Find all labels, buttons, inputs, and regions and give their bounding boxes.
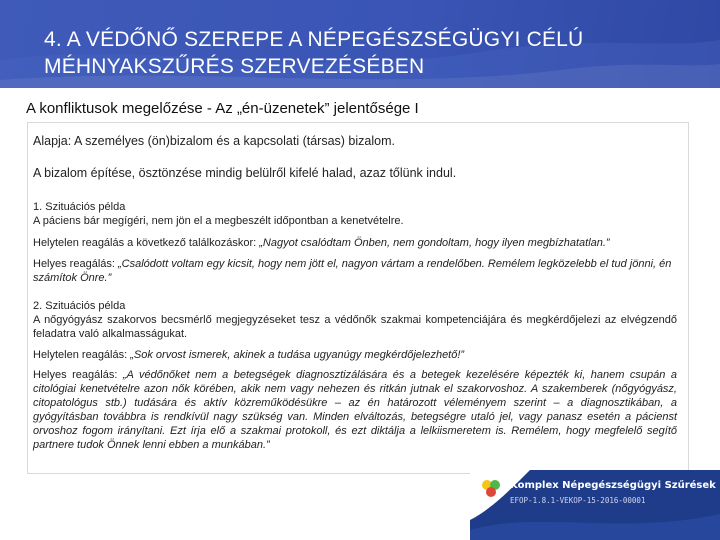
- case1-right-quote: „Csalódott voltam egy kicsit, hogy nem jött el, nagyon vártam a rendelőben. Remélem legközelebb el tud jönni, én számítok Önre.”: [33, 258, 672, 284]
- case2-right-quote: „A védőnőket nem a betegségek diagnosztizálására és a betegek kezelésére képezték ki, hanem csupán a citológiai kenetvételre azon nők körében, akik nem vagy nehezen és ritkán jutnak el szakorvoshoz. A szakemberek (nőgyógyász, citopatológus stb.) tudására és aktív közreműködésükre – az én határozott véleményem szerint – a diagnosztikában, a gyógyításban továbbra is rendkívül nagy szükség van. Minden elváltozás, betegségre utaló jel, vagy panasz esetén a pácienst orvoshoz fogom irányítani. Ezt írja elő a szakmai protokoll, és ezt diktálja a lelkiismeretem is. Remélem, hogy megfelelő segítő partnere tudok Önnek lenni ebben a munkában.”: [33, 369, 677, 451]
- case1-right-label: Helyes reagálás:: [33, 258, 118, 270]
- slide-title-line-1: 4. A VÉDŐNŐ SZEREPE A NÉPEGÉSZSÉGÜGYI CÉLÚ: [44, 28, 584, 51]
- case1-right-response: [33, 257, 677, 285]
- section-subtitle: A konfliktusok megelőzése - Az „én-üzenetek” jelentősége I: [26, 100, 419, 117]
- case2-wrong-response: [33, 348, 677, 362]
- paragraph-trust: A bizalom építése, ösztönzése mindig belülről kifelé halad, azaz tőlünk indul.: [33, 166, 457, 180]
- case1-wrong-label: Helytelen reagálás a következő találkozáskor:: [33, 237, 260, 249]
- case2-wrong-label: Helytelen reagálás:: [33, 349, 131, 361]
- case1-wrong-quote: „Nagyot csalódtam Önben, nem gondoltam, hogy ilyen megbízhatatlan.”: [259, 237, 610, 249]
- logo-project-code: EFOP-1.8.1-VEKOP-15-2016-00001: [510, 496, 646, 505]
- project-logo-bar: [470, 470, 720, 540]
- case1-text: A páciens bár megígéri, nem jön el a megbeszélt időpontban a kenetvételre.: [33, 215, 404, 227]
- slide-title-line-2: MÉHNYAKSZŰRÉS SZERVEZÉSÉBEN: [44, 55, 425, 78]
- program-logo-icon: [478, 476, 504, 502]
- case2-title: 2. Szituációs példa: [33, 300, 126, 312]
- case2-wrong-quote: „Sok orvost ismerek, akinek a tudása ugyanúgy megkérdőjelezhető!”: [130, 349, 465, 361]
- case2-right-response: [33, 368, 677, 452]
- slide-title: [44, 26, 704, 80]
- case1-wrong-response: [33, 236, 677, 250]
- case1-title: 1. Szituációs példa: [33, 201, 126, 213]
- case2-text: A nőgyógyász szakorvos becsmérlő megjegyzéseket tesz a védőnők szakmai kompetenciájára és megkérdőjelezi az elvégzendő feladatra való alkalmasságukat.: [33, 314, 677, 340]
- paragraph-basis: Alapja: A személyes (ön)bizalom és a kapcsolati (társas) bizalom.: [33, 134, 395, 148]
- slide-header: [0, 0, 720, 88]
- case2-right-label: Helyes reagálás:: [33, 369, 123, 381]
- logo-name: Komplex Népegészségügyi Szűrések: [510, 480, 716, 491]
